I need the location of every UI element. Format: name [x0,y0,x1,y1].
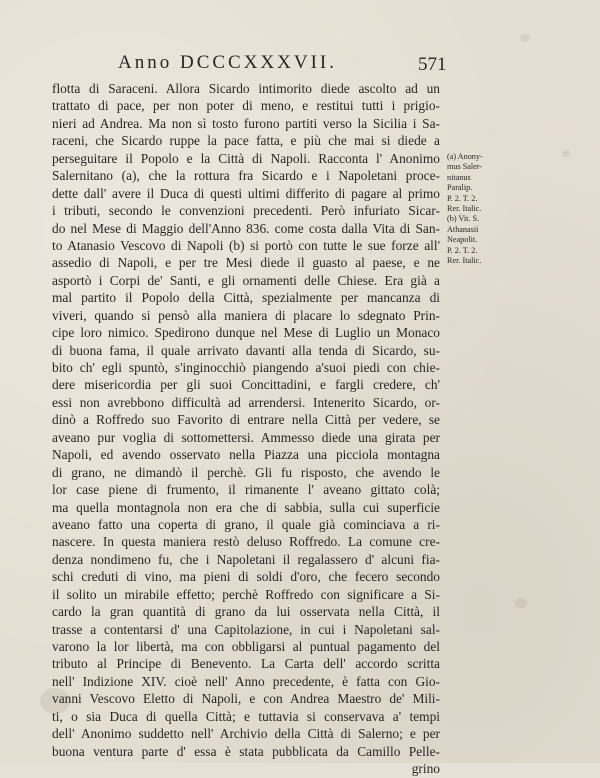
text-line: di buona fama, il quale arrivato davanti alla tenda di Sicardo, su- [52,342,440,358]
text-line: nieri ad Andrea. Ma non sì tosto furono partiti verso la Sicilia i Sa- [52,115,440,131]
text-line: nascere. In questa maniera restò deluso Roffredo. La comune cre- [52,534,440,550]
text-line: perseguitare il Popolo e la Città di Napoli. Racconta l' Anonimo [52,150,440,166]
text-line: assedio di Napoli, e per tre Mesi diede il guasto al paese, e ne [52,255,440,271]
text-line: Salernitano (a), che la rottura fra Sicardo e i Napoletani proce- [52,168,440,184]
text-line: lor case piene di frumento, il rimanente l' aveano gittato colà; [52,482,440,498]
text-line: dette dall' avere il Duca di questi ultimi differito di pagare al primo [52,185,440,201]
marginal-note-line: mus Saler- [447,162,483,172]
text-line: essi non avrebbono difficultà ad arrendersi. Intenerito Sicardo, or- [52,394,440,410]
text-line: nell' Indizione XIV. cioè nell' Anno precedente, è fatta con Gio- [52,673,440,689]
marginal-note-line: Rer. Italic. [447,204,482,214]
text-line: flotta di Saraceni. Allora Sicardo intimorito diede ascolto ad un [52,81,440,96]
marginal-note-line: Neapolit. [447,235,478,245]
text-line: ma quella montagnola non era che di sabbia, sulla cui superficie [52,499,440,515]
text-line: i tributi, secondo le convenzioni precedenti. Però infuriato Sicar- [52,203,440,219]
text-line: aveano fatto una coperta di grano, il quale già cominciava a ri- [52,516,440,532]
text-line: cardo la gran quantità di grano da lui osservata nella Città, il [52,604,440,620]
marginal-note-line: Athanasii [447,224,479,234]
text-line: trasse a contentarsi d' una Capitolazione, in cui i Napoletani sal- [52,621,440,637]
text-line: Napoli, ed avendo osservato nella Piazza una picciola montagna [52,447,440,463]
running-title: Anno DCCCXXXVII. [118,52,337,73]
text-line: dere misericordia per gli suoi Concittadini, e fargli credere, ch' [52,377,440,393]
text-line: raceni, che Sicardo ruppe la pace fatta, e più che mai si diede a [52,133,440,149]
text-line: tributo al Principe di Benevento. La Carta dell' accordo scritta [52,656,440,672]
marginal-note-line: (a) Anony- [447,152,483,161]
marginal-note-line: Rer. Italic. [447,256,482,266]
marginal-note-line: Paralip. [447,183,473,193]
text-line: bito ch' egli spuntò, s'inginocchiò piangendo a'suoi piedi con chie- [52,360,440,375]
marginal-note-line: (b) Vit. S. [447,214,480,224]
text-line: trattato di pace, per non poter di meno, e restitui tutti i prigio- [52,98,440,114]
text-line: buona ventura parte d' essa è stata pubblicata da Camillo Pelle- [52,743,440,759]
text-line: denza nondimeno fu, che i Napoletani il regalassero d' alcuni fia- [52,551,440,567]
text-line: cipe loro nimico. Spedirono dunque nel Mese di Luglio un Monaco [52,325,440,341]
text-line: do nel Mese di Maggio dell'Anno 836. come costa dalla Vita di San- [52,220,440,236]
marginal-notes [447,152,503,266]
foxing-spot [562,150,570,157]
text-line: di grano, ne dimandò il perchè. Gli fu risposto, che avendo le [52,464,440,480]
text-line: viveri, quando si pensò alla maniera di placare lo sdegnato Prin- [52,307,440,323]
page-number: 571 [418,54,447,75]
text-line: dell' Anonimo suddetto nell' Archivio della Città di Salerno; e per [52,726,440,742]
body-text [52,80,440,778]
marginal-note-line: P. 2. T. 2. [447,193,478,203]
text-line: to Atanasio Vescovo di Napoli (b) si portò con tutte le sue forze all' [52,237,440,253]
foxing-spot [520,34,530,42]
text-line: grino [411,761,440,777]
text-line: schi creduti di vino, ma pieni di soldi d'oro, che fecero secondo [52,569,440,585]
text-line: vanni Vescovo Eletto di Napoli, e con Andrea Maestro de' Mili- [52,691,440,707]
foxing-spot [515,598,527,608]
text-line: dinò a Roffredo suo Favorito di entrare nella Città per vedere, se [52,412,440,428]
text-line: varono la lor libertà, ma con obbligarsi al puntual pagamento del [52,639,440,654]
text-line: ti, o sia Duca di quella Città; e tuttavia si conservava a' tempi [52,708,440,724]
marginal-note-line: P. 2. T. 2. [447,245,478,255]
marginal-note-line: nitanus [447,172,471,182]
text-line: il solito un mirabile effetto; perchè Roffredo con significare a Si- [52,586,440,602]
text-line: asportò i Corpi de' Santi, e gli ornamenti delle Chiese. Era già a [52,272,440,288]
text-line: aveano pur voglia di sottomettersi. Ammesso diede una girata per [52,429,440,445]
text-line: mal partito il Popolo della Città, spezialmente per mancanza di [52,290,440,306]
